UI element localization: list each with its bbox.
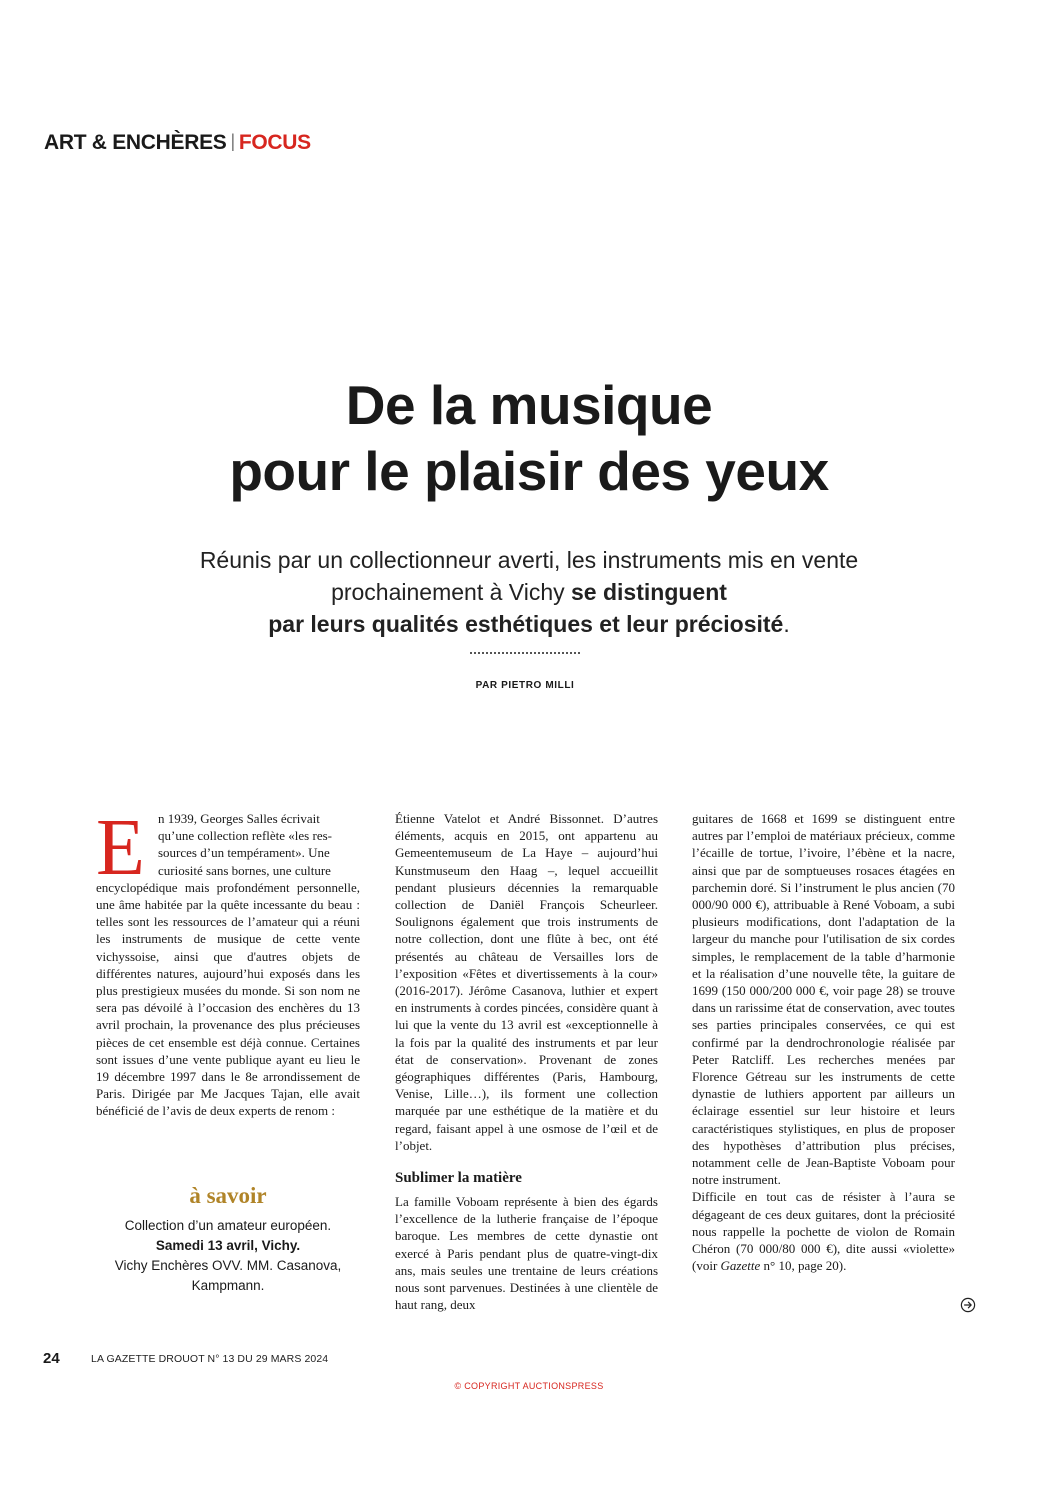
standfirst-line-3 — [0, 608, 1058, 640]
standfirst — [0, 544, 1058, 640]
text-column-2-continued — [395, 1193, 658, 1313]
col1-paragraph: encyclopédique mais profondément personnelle, une âme habitée par la quête incessante du beau : telles sont les ressources de l’amateur qui a réuni les instruments de musique de cette vente vichyssoise, ainsi que d'autres objets de différentes natures, aujourd’hui exposés dans les plus prestigieux musées du monde. Si son nom ne sera pas dévoilé à l’occasion des enchères du 13 avril prochain, la provenance des plus précieuses pièces de cet ensemble est déjà connue. Certaines sont issues d’une vente publique ayant eu lieu le 19 décembre 1997 dans le 8e arrondissement de Paris. Dirigée par Me Jacques Tajan, elle avait bénéficié de l’avis de deux experts de renom : — [96, 879, 360, 1119]
standfirst-line-3-end: . — [783, 611, 790, 637]
col1-line-2: qu’une collection reflète «les res- — [158, 828, 332, 844]
dotted-divider — [470, 652, 580, 654]
section-label: ART & ENCHÈRES — [44, 131, 227, 154]
standfirst-line-3-bold: par leurs qualités esthétiques et leur préciosité — [268, 611, 784, 637]
col1-line-4: curiosité sans bornes, une culture — [158, 862, 331, 878]
text-column-3 — [692, 810, 955, 1274]
arrow-right-circle-icon[interactable] — [960, 1297, 976, 1313]
standfirst-line-2-regular: prochainement à Vichy — [331, 579, 572, 605]
title-line-2: pour le plaisir des yeux — [229, 440, 829, 502]
col3-paragraph-2-start: Difficile en tout cas de résister à l’aura se dégageant de ces deux guitares, dont la préciosité nous rappelle la pochette de violon de Romain Chéron (70 000/80 000 €), dite aussi «violette» (voir — [692, 1189, 955, 1274]
text-column-2 — [395, 810, 658, 1154]
copyright-notice: © COPYRIGHT AUCTIONSPRESS — [454, 1381, 604, 1391]
col3-paragraph-2-end: n° 10, page 20). — [760, 1258, 847, 1274]
standfirst-line-2-bold: se distinguent — [571, 579, 727, 605]
page-number: 24 — [43, 1350, 60, 1367]
col1-line-1: n 1939, Georges Salles écrivait — [158, 811, 320, 826]
gazette-italic: Gazette — [720, 1258, 761, 1274]
subsection-label: FOCUS — [238, 131, 311, 154]
section-header — [44, 131, 311, 155]
a-savoir-line-4: Kampmann. — [191, 1278, 265, 1293]
standfirst-line-1: Réunis par un collectionneur averti, les instruments mis en vente — [199, 547, 859, 573]
text-column-1 — [96, 804, 360, 1120]
standfirst-line-2 — [0, 576, 1058, 608]
a-savoir-line-3: Vichy Enchères OVV. MM. Casanova, — [114, 1258, 342, 1273]
byline: PAR PIETRO MILLI — [475, 680, 575, 691]
drop-cap: E — [96, 804, 145, 892]
article-title — [0, 372, 1058, 504]
title-line-1: De la musique — [345, 374, 713, 436]
a-savoir-title: à savoir — [189, 1183, 267, 1208]
col3-paragraph-2 — [692, 1188, 955, 1274]
col1-line-3: sources d’un tempérament». Une — [158, 845, 330, 861]
a-savoir-line-2: Samedi 13 avril, Vichy. — [155, 1238, 301, 1253]
a-savoir-box — [96, 1216, 360, 1296]
col2-paragraph-2: La famille Voboam représente à bien des égards l’excellence de la lutherie française de l’époque baroque. Les membres de cette dynastie ont exercé à Paris pendant plus de quatre-vingt-dix ans, mais seules une trentaine de leurs créations nous sont parvenues. Destinées à une clientèle de haut rang, deux — [395, 1194, 658, 1313]
subheading: Sublimer la matière — [395, 1170, 522, 1186]
col3-paragraph-1: guitares de 1668 et 1699 se distinguent entre autres par l’emploi de matériaux précieux, comme l’écaille de tortue, l’ivoire, l’ébène et la nacre, ainsi que par de somptueuses rosaces étagées en parchemin doré. Si l’instrument le plus ancien (70 000/90 000 €), attribuable à René Voboam, a subi plusieurs modifications, dont l'adaptation de la largeur du manche pour l'utilisation de six cordes simples, le remplacement de la table d’harmonie et la réalisation d’une nouvelle tête, la guitare de 1699 (150 000/200 000 €, voir page 28) se trouve dans un rarissime état de conservation, avec toutes ses parties principales conservées, ce qui est confirmé par la dendrochronologie réalisée par Peter Ratcliff. Les recherches menées par Florence Gétreau sur les instruments de cette dynastie de luthiers apportent par ailleurs un éclairage essentiel sur leur histoire et leurs caractéristiques stylistiques, en plus de proposer des hypothèses d’attribution plus précises, notamment celle de Jean-Baptiste Voboam pour notre instrument. — [692, 811, 955, 1188]
publication-folio: LA GAZETTE DROUOT N° 13 DU 29 MARS 2024 — [91, 1353, 329, 1365]
section-separator: | — [230, 131, 235, 151]
col2-paragraph-1: Étienne Vatelot et André Bissonnet. D’autres éléments, acquis en 2015, ont appartenu au Gemeentemuseum de La Haye – aujourd’hui Kunstmuseum den Haag –, lequel accueillit pendant plusieurs décennies la remarquable collection de Daniël François Scheurleer. Soulignons également que trois instruments de notre collection, dont une flûte à bec, ont été présentés au château de Versailles lors de l’exposition «Fêtes et divertissements à la cour» (2016-2017). Jérôme Casanova, luthier et expert en instruments à cordes pincées, considère quant à lui que la vente du 13 avril est «exceptionnelle à la fois par la qualité des instruments et par leur état de conservation». Provenant de zones géographiques différentes (Paris, Hambourg, Venise, Lille…), ils forment une collection marquée par une esthétique de la matière et du regard, faisant appel à une osmose de l’œil et de l’objet. — [395, 811, 658, 1153]
a-savoir-line-1: Collection d’un amateur européen. — [124, 1218, 332, 1233]
